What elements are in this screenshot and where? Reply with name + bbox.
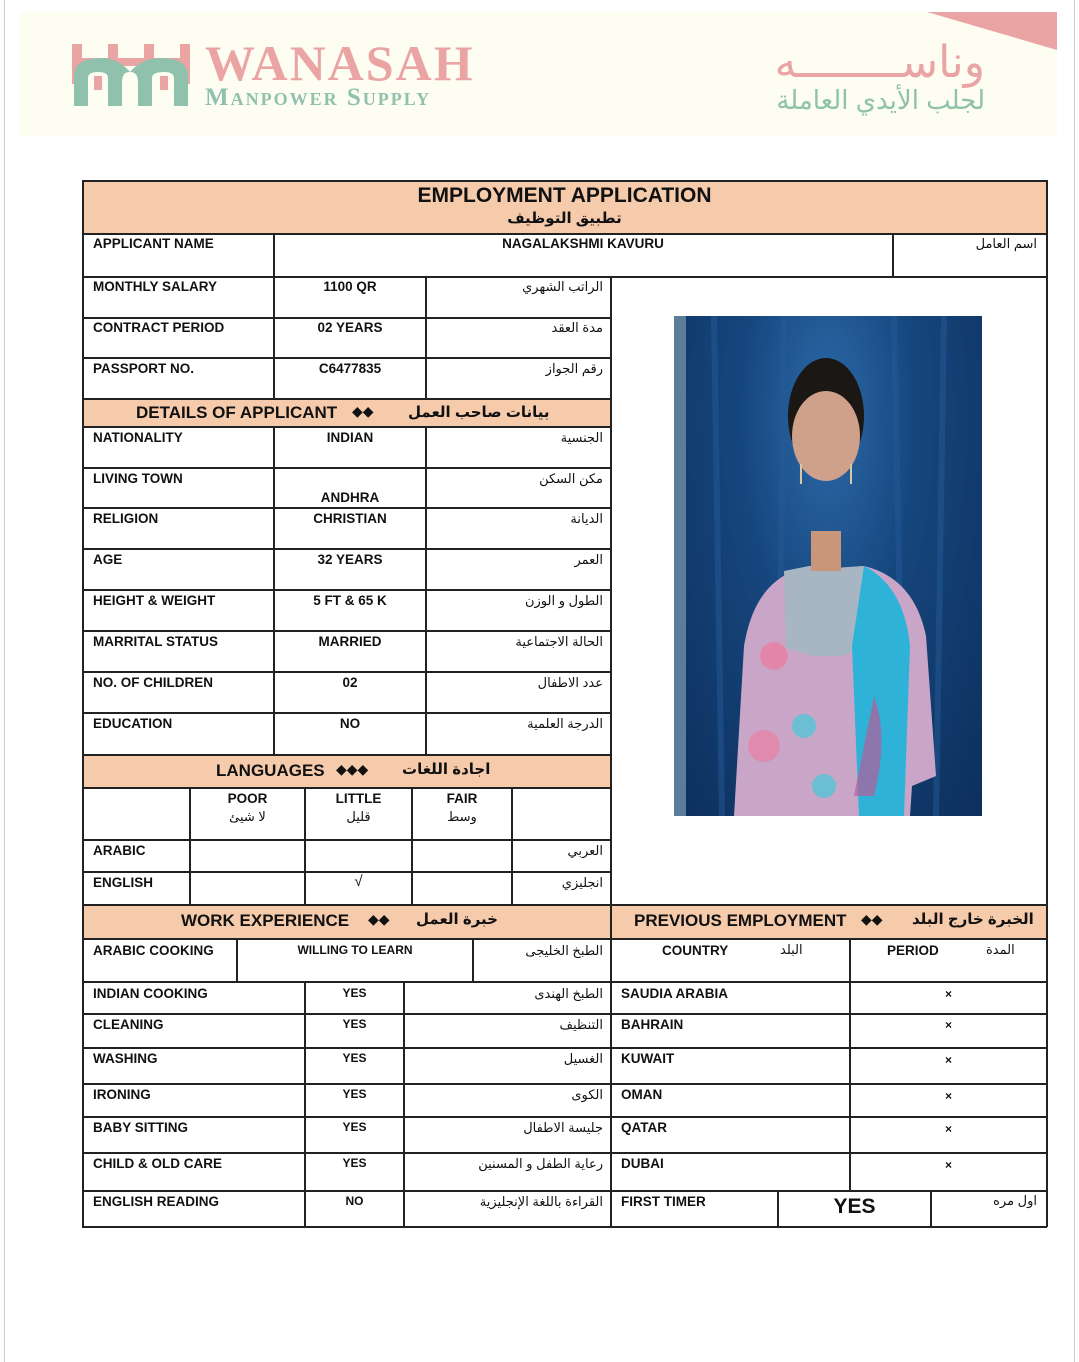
english-reading-value: NO bbox=[345, 1194, 364, 1208]
grid-line bbox=[82, 317, 611, 319]
height-weight-value: 5 FT & 65 K bbox=[313, 593, 387, 608]
education-label: EDUCATION bbox=[93, 716, 173, 731]
previous-diamond-icon: ◆◆ bbox=[861, 911, 883, 927]
grid-line bbox=[82, 507, 611, 509]
baby-sitting-value: YES bbox=[342, 1120, 367, 1134]
grid-line bbox=[82, 1226, 1047, 1228]
ironing-label: IRONING bbox=[93, 1087, 151, 1102]
grid-line bbox=[304, 981, 306, 1226]
language-arabic-label: ARABIC bbox=[93, 843, 146, 858]
age-label: AGE bbox=[93, 552, 123, 567]
details-section-title: DETAILS OF APPLICANT bbox=[136, 403, 338, 422]
language-english-label: ENGLISH bbox=[93, 875, 154, 890]
brand-name: WANASAH bbox=[205, 35, 475, 91]
indian-cooking-value: YES bbox=[342, 986, 367, 1000]
indian-cooking-label: INDIAN COOKING bbox=[93, 986, 208, 1001]
languages-section-title: LANGUAGES bbox=[216, 761, 325, 780]
period-header: PERIOD bbox=[887, 943, 939, 958]
washing-label: WASHING bbox=[93, 1051, 158, 1066]
grid-line bbox=[82, 1152, 1047, 1154]
grid-line bbox=[304, 787, 306, 904]
children-label-arabic: عدد الاطفال bbox=[537, 675, 603, 690]
applicant-name-value: NAGALAKSHMI KAVURU bbox=[502, 236, 664, 251]
grid-line bbox=[82, 276, 1047, 278]
previous-section-title: PREVIOUS EMPLOYMENT bbox=[634, 911, 847, 930]
cleaning-value: YES bbox=[342, 1017, 367, 1031]
salary-label: MONTHLY SALARY bbox=[93, 279, 218, 294]
child-old-care-label-arabic: رعاية الطفل و المسنين bbox=[478, 1156, 603, 1171]
ironing-label-arabic: الكوى bbox=[571, 1087, 603, 1102]
grid-line bbox=[82, 839, 611, 841]
grid-line bbox=[930, 1190, 932, 1226]
grid-line bbox=[425, 276, 427, 398]
washing-value: YES bbox=[342, 1051, 367, 1065]
grid-line bbox=[82, 1083, 1047, 1085]
grid-line bbox=[82, 467, 611, 469]
grid-line bbox=[82, 787, 611, 789]
country-qatar: QATAR bbox=[621, 1120, 667, 1135]
marital-status-value: MARRIED bbox=[318, 634, 382, 649]
period-header-arabic: المدة bbox=[986, 942, 1015, 957]
brand-subtitle: Manpower Supply bbox=[205, 84, 432, 111]
salary-label-arabic: الراتب الشهري bbox=[522, 279, 603, 294]
applicant-name-label-arabic: اسم العامل bbox=[975, 236, 1037, 251]
level-fair-arabic: وسط bbox=[447, 809, 477, 824]
grid-line bbox=[472, 938, 474, 981]
arabic-cooking-label-arabic: الطبخ الخليجى bbox=[525, 943, 603, 958]
living-town-label: LIVING TOWN bbox=[93, 471, 183, 486]
cleaning-label-arabic: التنظيف bbox=[559, 1017, 603, 1032]
country-oman: OMAN bbox=[621, 1087, 663, 1102]
grid-line bbox=[82, 904, 1047, 906]
religion-label-arabic: الديانة bbox=[570, 511, 603, 526]
country-bahrain: BAHRAIN bbox=[621, 1017, 684, 1032]
indian-cooking-label-arabic: الطبخ الهندى bbox=[534, 986, 603, 1001]
contract-period-value: 02 YEARS bbox=[317, 320, 383, 335]
baby-sitting-label: BABY SITTING bbox=[93, 1120, 189, 1135]
height-weight-label: HEIGHT & WEIGHT bbox=[93, 593, 216, 608]
period-qatar-x-icon: × bbox=[944, 1122, 952, 1136]
ironing-value: YES bbox=[342, 1087, 367, 1101]
cleaning-label: CLEANING bbox=[93, 1017, 164, 1032]
period-kuwait-x-icon: × bbox=[944, 1053, 952, 1067]
arabic-cooking-value: WILLING TO LEARN bbox=[297, 943, 413, 957]
washing-label-arabic: الغسيل bbox=[563, 1051, 603, 1066]
marital-status-label-arabic: الحالة الاجتماعية bbox=[515, 634, 603, 649]
languages-section-title-arabic: اجادة اللغات bbox=[402, 761, 491, 778]
nationality-label: NATIONALITY bbox=[93, 430, 183, 445]
country-kuwait: KUWAIT bbox=[621, 1051, 675, 1066]
grid-line bbox=[82, 426, 611, 428]
grid-line bbox=[82, 357, 611, 359]
applicant-name-label: APPLICANT NAME bbox=[93, 236, 214, 251]
work-section-title: WORK EXPERIENCE bbox=[181, 911, 350, 930]
company-banner bbox=[20, 12, 1057, 136]
education-label-arabic: الدرجة العلمية bbox=[527, 716, 603, 731]
grid-line bbox=[82, 233, 1047, 235]
education-value: NO bbox=[339, 716, 361, 731]
grid-line bbox=[82, 630, 611, 632]
country-header: COUNTRY bbox=[662, 943, 729, 958]
grid-line bbox=[273, 233, 275, 398]
nationality-value: INDIAN bbox=[326, 430, 374, 445]
grid-line bbox=[189, 787, 191, 904]
english-reading-label-arabic: القراءة باللغة الإنجليزية bbox=[479, 1194, 603, 1209]
contract-period-label-arabic: مدة العقد bbox=[551, 320, 603, 335]
applicant-photo bbox=[674, 316, 982, 816]
child-old-care-value: YES bbox=[342, 1156, 367, 1170]
baby-sitting-label-arabic: جليسة الاطفال bbox=[523, 1120, 603, 1135]
brand-subtitle-arabic: لجلب الأيدي العاملة bbox=[776, 85, 985, 115]
period-saudi-arabia-x-icon: × bbox=[944, 987, 952, 1001]
grid-line bbox=[82, 938, 1047, 940]
level-little: LITTLE bbox=[335, 791, 382, 806]
grid-line bbox=[236, 938, 238, 981]
height-weight-label-arabic: الطول و الوزن bbox=[524, 593, 603, 608]
grid-line bbox=[82, 1047, 1047, 1049]
nationality-label-arabic: الجنسية bbox=[560, 430, 603, 445]
language-english-label-arabic: انجليزي bbox=[561, 875, 603, 890]
grid-line bbox=[610, 276, 612, 1226]
grid-line bbox=[82, 671, 611, 673]
living-town-value: ANDHRA bbox=[320, 490, 380, 505]
grid-line bbox=[82, 871, 611, 873]
work-section-title-arabic: خبرة العمل bbox=[416, 911, 498, 928]
company-logo-icon bbox=[72, 42, 192, 106]
first-timer-value: YES bbox=[833, 1195, 876, 1218]
children-value: 02 bbox=[342, 675, 358, 690]
grid-line bbox=[82, 754, 611, 756]
grid-line bbox=[411, 787, 413, 904]
grid-line bbox=[82, 398, 611, 400]
country-header-arabic: البلد bbox=[780, 942, 803, 957]
grid-line bbox=[82, 180, 1047, 182]
age-label-arabic: العمر bbox=[574, 552, 603, 567]
details-diamond-icon: ◆◆ bbox=[352, 403, 374, 419]
grid-line bbox=[425, 426, 427, 754]
living-town-label-arabic: مكن السكن bbox=[539, 471, 603, 486]
work-diamond-icon: ◆◆ bbox=[368, 911, 390, 927]
grid-line bbox=[82, 180, 84, 1227]
form-title-arabic: تطبيق التوظيف bbox=[507, 210, 622, 227]
english-little-check-icon: √ bbox=[354, 873, 363, 890]
grid-line bbox=[82, 712, 611, 714]
grid-line bbox=[511, 787, 513, 904]
applicant-photo-illustration bbox=[674, 316, 982, 816]
grid-line bbox=[82, 1116, 1047, 1118]
level-little-arabic: قليل bbox=[346, 809, 371, 824]
grid-line bbox=[1046, 180, 1048, 1227]
grid-line bbox=[82, 1013, 1047, 1015]
period-dubai-x-icon: × bbox=[944, 1158, 952, 1172]
grid-line bbox=[892, 233, 894, 276]
brand-name-arabic: وناســــــــه bbox=[774, 38, 985, 87]
grid-line bbox=[403, 981, 405, 1226]
level-poor-arabic: لا شيئ bbox=[229, 809, 266, 824]
language-arabic-label-arabic: العربي bbox=[567, 843, 603, 858]
country-saudi-arabia: SAUDIA ARABIA bbox=[621, 986, 728, 1001]
child-old-care-label: CHILD & OLD CARE bbox=[93, 1156, 222, 1171]
grid-line bbox=[82, 548, 611, 550]
grid-line bbox=[82, 1190, 1047, 1192]
first-timer-label-arabic: اول مره bbox=[993, 1193, 1037, 1208]
children-label: NO. OF CHILDREN bbox=[93, 675, 213, 690]
languages-diamond-icon: ◆◆◆ bbox=[336, 761, 369, 777]
country-dubai: DUBAI bbox=[621, 1156, 664, 1171]
passport-label: PASSPORT NO. bbox=[93, 361, 195, 376]
age-value: 32 YEARS bbox=[317, 552, 383, 567]
religion-label: RELIGION bbox=[93, 511, 159, 526]
level-poor: POOR bbox=[227, 791, 268, 806]
religion-value: CHRISTIAN bbox=[313, 511, 387, 526]
passport-value: C6477835 bbox=[318, 361, 382, 376]
grid-line bbox=[849, 938, 851, 1190]
level-fair: FAIR bbox=[446, 791, 478, 806]
english-reading-label: ENGLISH READING bbox=[93, 1194, 220, 1209]
previous-section-title-arabic: الخبرة خارج البلد bbox=[912, 911, 1034, 928]
arabic-cooking-label: ARABIC COOKING bbox=[93, 943, 214, 958]
grid-line bbox=[82, 981, 1047, 983]
marital-status-label: MARRITAL STATUS bbox=[93, 634, 218, 649]
period-bahrain-x-icon: × bbox=[944, 1018, 952, 1032]
grid-line bbox=[777, 1190, 779, 1226]
salary-value: 1100 QR bbox=[323, 279, 377, 294]
form-title: EMPLOYMENT APPLICATION bbox=[417, 184, 712, 207]
grid-line bbox=[82, 589, 611, 591]
first-timer-label: FIRST TIMER bbox=[621, 1194, 706, 1209]
passport-label-arabic: رقم الجواز bbox=[545, 361, 603, 376]
grid-line bbox=[273, 426, 275, 754]
details-section-title-arabic: بيانات صاحب العمل bbox=[408, 404, 550, 421]
contract-period-label: CONTRACT PERIOD bbox=[93, 320, 225, 335]
period-oman-x-icon: × bbox=[944, 1089, 952, 1103]
